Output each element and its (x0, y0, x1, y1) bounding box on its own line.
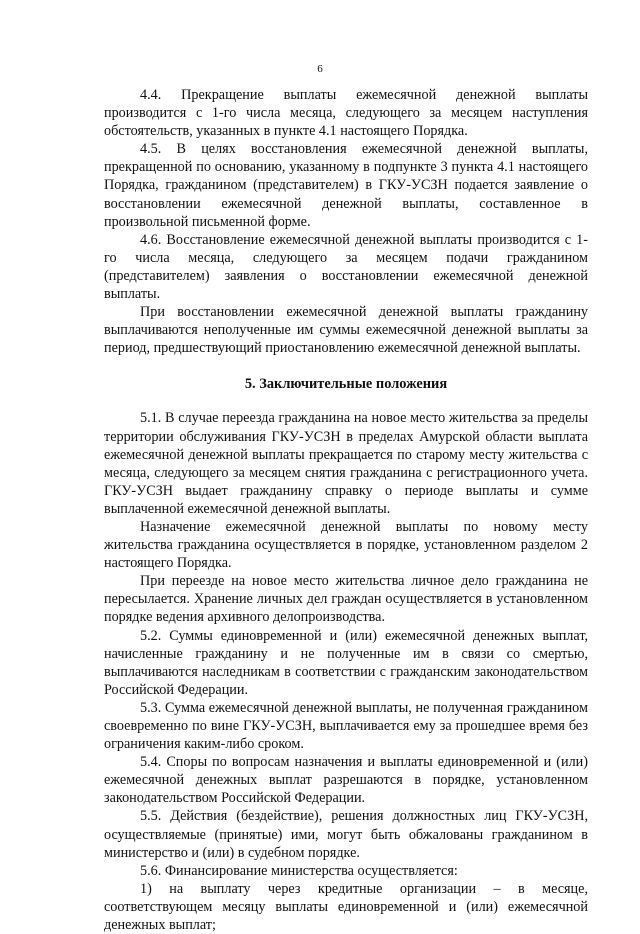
paragraph-5-4: 5.4. Споры по вопросам назначения и выплаты единовременной и (или) ежемесячной денежных выплат разрешаются в порядке, установленном законодательством Российской Федерации. (104, 754, 588, 807)
paragraph-4-4: 4.4. Прекращение выплаты ежемесячной денежной выплаты производится с 1-го числа месяца, следующего за месяцем наступления обстоятельств, указанных в пункте 4.1 настоящего Порядка. (104, 87, 588, 140)
paragraph-5-5: 5.5. Действия (бездействие), решения должностных лиц ГКУ-УСЗН, осуществляемые (принятые) ими, могут быть обжалованы гражданином в министерство и (или) в судебном порядке. (104, 808, 588, 861)
paragraph-4-6: 4.6. Восстановление ежемесячной денежной выплаты производится с 1-го числа месяца, следующего за месяцем подачи гражданином (представителем) заявления о восстановлении ежемесячной денежной выплаты. (104, 231, 588, 303)
paragraph-5-1-personal-file: При переезде на новое место жительства личное дело гражданина не пересылается. Хранение личных дел граждан осуществляется в установленном порядке ведения архивного делопроизводства. (104, 573, 588, 626)
paragraph-5-1: 5.1. В случае переезда гражданина на новое место жительства за пределы территории обслуживания ГКУ-УСЗН в пределах Амурской области выплата ежемесячной денежной выплаты прекращается по старому месту жительства с месяца, следующего за месяцем снятия гражданина с регистрационного учета. ГКУ-УСЗН выдает гражданину справку о периоде выплаты и сумме выплаченной ежемесячной денежной выплаты. (104, 410, 588, 517)
paragraph-5-6-item-1: 1) на выплату через кредитные организации – в месяце, соответствующем месяцу выплаты единовременной и (или) ежемесячной денежных выплат; (104, 880, 588, 934)
paragraph-4-5: 4.5. В целях восстановления ежемесячной денежной выплаты, прекращенной по основанию, указанному в подпункте 3 пункта 4.1 настоящего Порядка, гражданином (представителем) в ГКУ-УСЗН подается заявление о восстановлении ежемесячной денежной выплаты, составленное в произвольной письменной форме. (104, 141, 588, 230)
section-heading: 5. Заключительные положения (244, 376, 448, 393)
page-number: 6 (317, 63, 323, 75)
paragraph-5-6: 5.6. Финансирование министерства осуществляется: (140, 862, 458, 879)
paragraph-5-3: 5.3. Сумма ежемесячной денежной выплаты, не полученная гражданином своевременно по вине ГКУ-УСЗН, выплачивается ему за прошедшее время без ограничения каким-либо сроком. (104, 699, 588, 753)
paragraph-5-1-new-residence: Назначение ежемесячной денежной выплаты по новому месту жительства гражданина осуществляется в порядке, установленном разделом 2 настоящего Порядка. (104, 518, 588, 572)
paragraph-5-2: 5.2. Суммы единовременной и (или) ежемесячной денежных выплат, начисленные гражданину и не полученные им в связи со смертью, выплачиваются наследникам в соответствии с гражданским законодательством Российской Федерации. (104, 627, 588, 698)
paragraph-4-6-restoration: При восстановлении ежемесячной денежной выплаты гражданину выплачиваются неполученные им суммы ежемесячной денежной выплаты за период, предшествующий приостановлению ежемесячной денежной выплаты. (104, 304, 588, 357)
document-body (104, 86, 588, 934)
